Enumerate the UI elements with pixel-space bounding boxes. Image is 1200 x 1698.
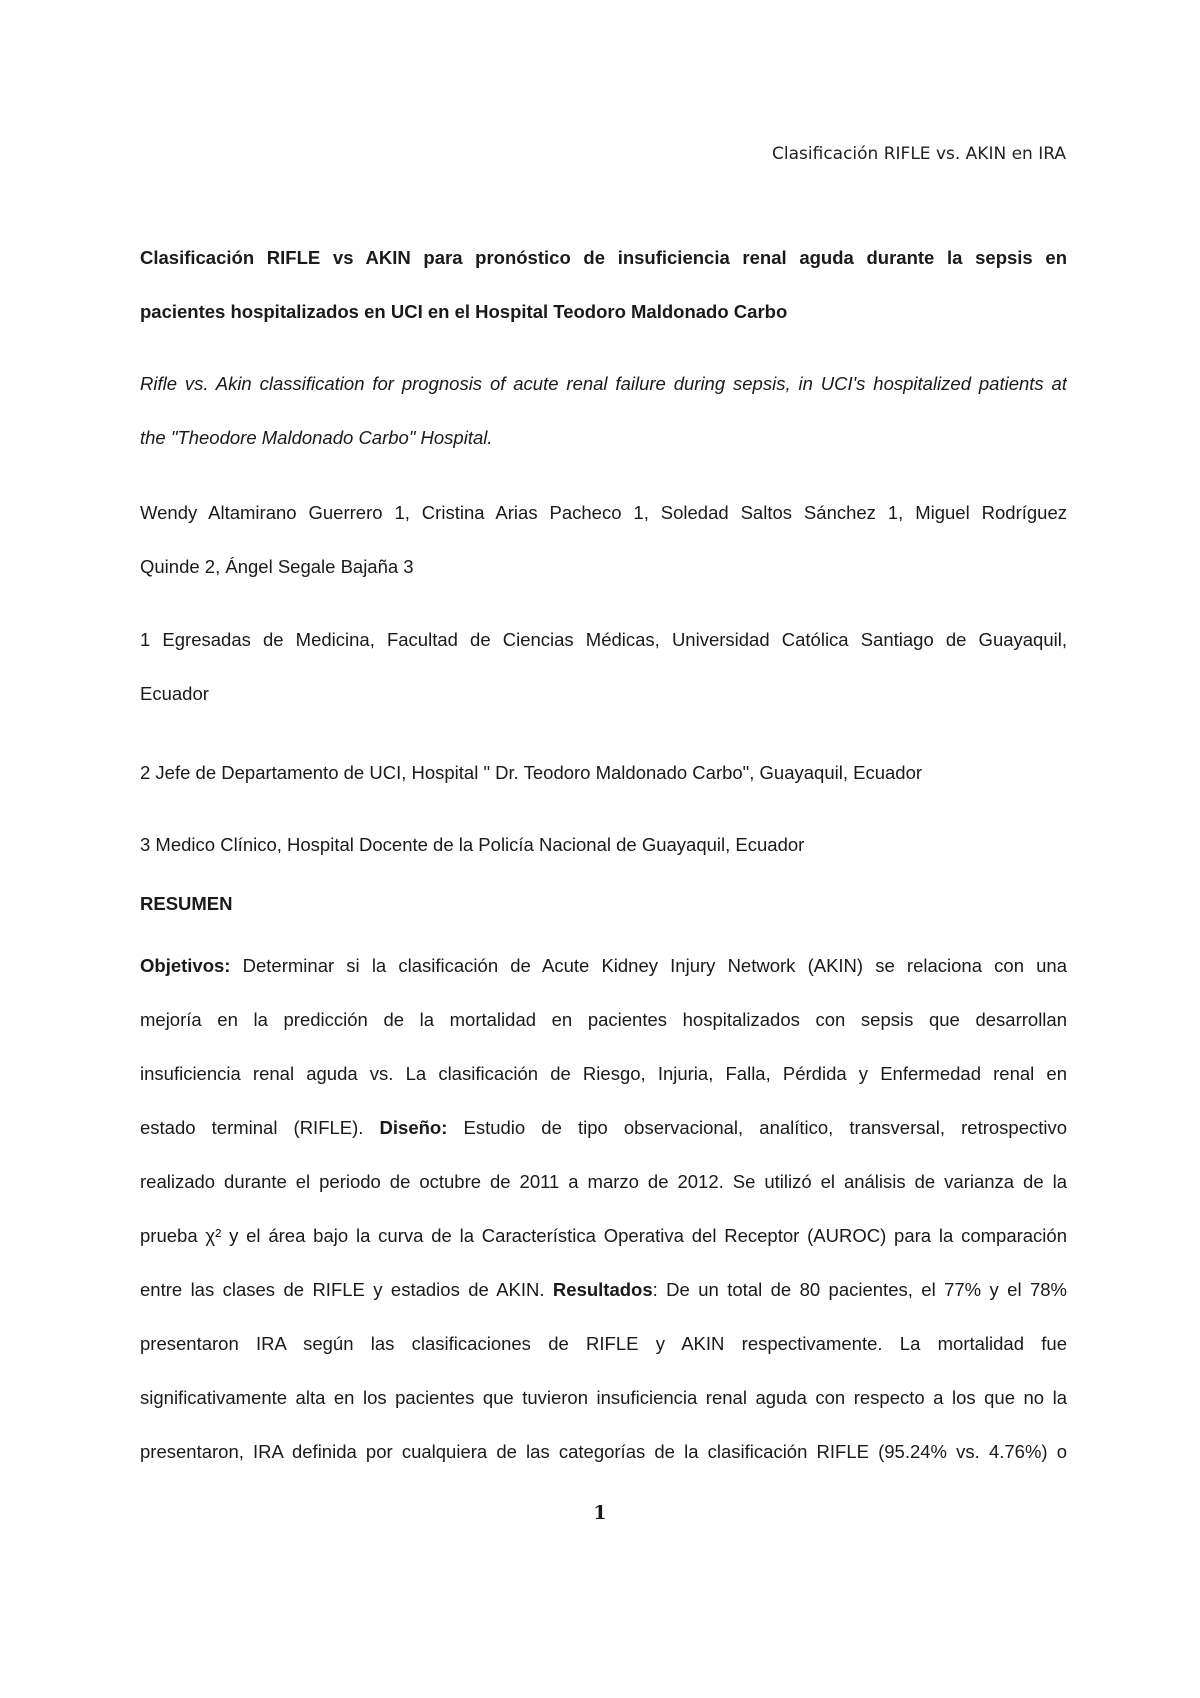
abstract-line-3: insuficiencia renal aguda vs. La clasificación de Riesgo, Injuria, Falla, Pérdida y Enfermedad renal en: [140, 1063, 1067, 1084]
diseno-label: Diseño:: [379, 1117, 448, 1138]
abstract-line-4: [140, 1101, 1067, 1155]
affiliation-1-line-1: 1 Egresadas de Medicina, Facultad de Ciencias Médicas, Universidad Católica Santiago de Guayaquil,: [140, 629, 1067, 650]
objetivos-label: Objetivos:: [140, 955, 231, 976]
abstract-line-7-start: entre las clases de RIFLE y estadios de AKIN.: [140, 1279, 545, 1300]
affiliation-3: [140, 818, 1067, 872]
authors-line-2: Quinde 2, Ángel Segale Bajaña 3: [140, 556, 414, 577]
title-line-2: pacientes hospitalizados en UCI en el Hospital Teodoro Maldonado Carbo: [140, 301, 788, 322]
affiliation-1-line-2: Ecuador: [140, 683, 209, 704]
abstract-line-1-text: Determinar si la clasificación de Acute Kidney Injury Network (AKIN) se relaciona con una: [242, 955, 1067, 976]
english-title-line-1: Rifle vs. Akin classification for prognosis of acute renal failure during sepsis, in UCI's hospitalized patients at: [140, 373, 1067, 394]
affiliation-1: [140, 613, 1067, 721]
abstract-line-9: significativamente alta en los pacientes que tuvieron insuficiencia renal aguda con respecto a los que no la: [140, 1387, 1067, 1408]
abstract-line-5: realizado durante el periodo de octubre de 2011 a marzo de 2012. Se utilizó el análisis de varianza de la: [140, 1171, 1067, 1192]
abstract-body: [140, 939, 1067, 1479]
abstract-line-8: presentaron IRA según las clasificaciones de RIFLE y AKIN respectivamente. La mortalidad fue: [140, 1333, 1067, 1354]
title-line-1: Clasificación RIFLE vs AKIN para pronóstico de insuficiencia renal aguda durante la sepsis en: [140, 247, 1067, 268]
abstract-line-10: presentaron, IRA definida por cualquiera de las categorías de la clasificación RIFLE (95.24% vs. 4.76%) o: [140, 1441, 1067, 1462]
english-title: [140, 357, 1067, 465]
resultados-label: Resultados: [552, 1279, 653, 1300]
paper-title: [140, 231, 1067, 339]
abstract-line-4-text: Estudio de tipo observacional, analítico, transversal, retrospectivo: [463, 1117, 1067, 1138]
abstract-line-4-start: estado terminal (RIFLE).: [140, 1117, 364, 1138]
page-number: 1: [593, 1502, 607, 1524]
affiliation-2: [140, 746, 1067, 800]
affiliation-2-text: 2 Jefe de Departamento de UCI, Hospital " Dr. Teodoro Maldonado Carbo", Guayaquil, Ecuador: [140, 762, 923, 783]
abstract-line-7: [140, 1263, 1067, 1317]
author-list: [140, 486, 1067, 594]
abstract-line-6: prueba χ² y el área bajo la curva de la Característica Operativa del Receptor (AUROC) para la comparación: [140, 1225, 1067, 1246]
abstract-line-1: [140, 939, 1067, 993]
abstract-line-2: mejoría en la predicción de la mortalidad en pacientes hospitalizados con sepsis que desarrollan: [140, 1009, 1067, 1030]
affiliation-3-text: 3 Medico Clínico, Hospital Docente de la Policía Nacional de Guayaquil, Ecuador: [140, 834, 805, 855]
running-header: Clasificación RIFLE vs. AKIN en IRA: [772, 144, 1066, 164]
abstract-line-7-text: : De un total de 80 pacientes, el 77% y el 78%: [652, 1279, 1067, 1300]
english-title-line-2: the "Theodore Maldonado Carbo" Hospital.: [140, 427, 493, 448]
authors-line-1: Wendy Altamirano Guerrero 1, Cristina Arias Pacheco 1, Soledad Saltos Sánchez 1, Miguel Rodríguez: [140, 502, 1067, 523]
section-heading-resumen: RESUMEN: [140, 893, 233, 914]
